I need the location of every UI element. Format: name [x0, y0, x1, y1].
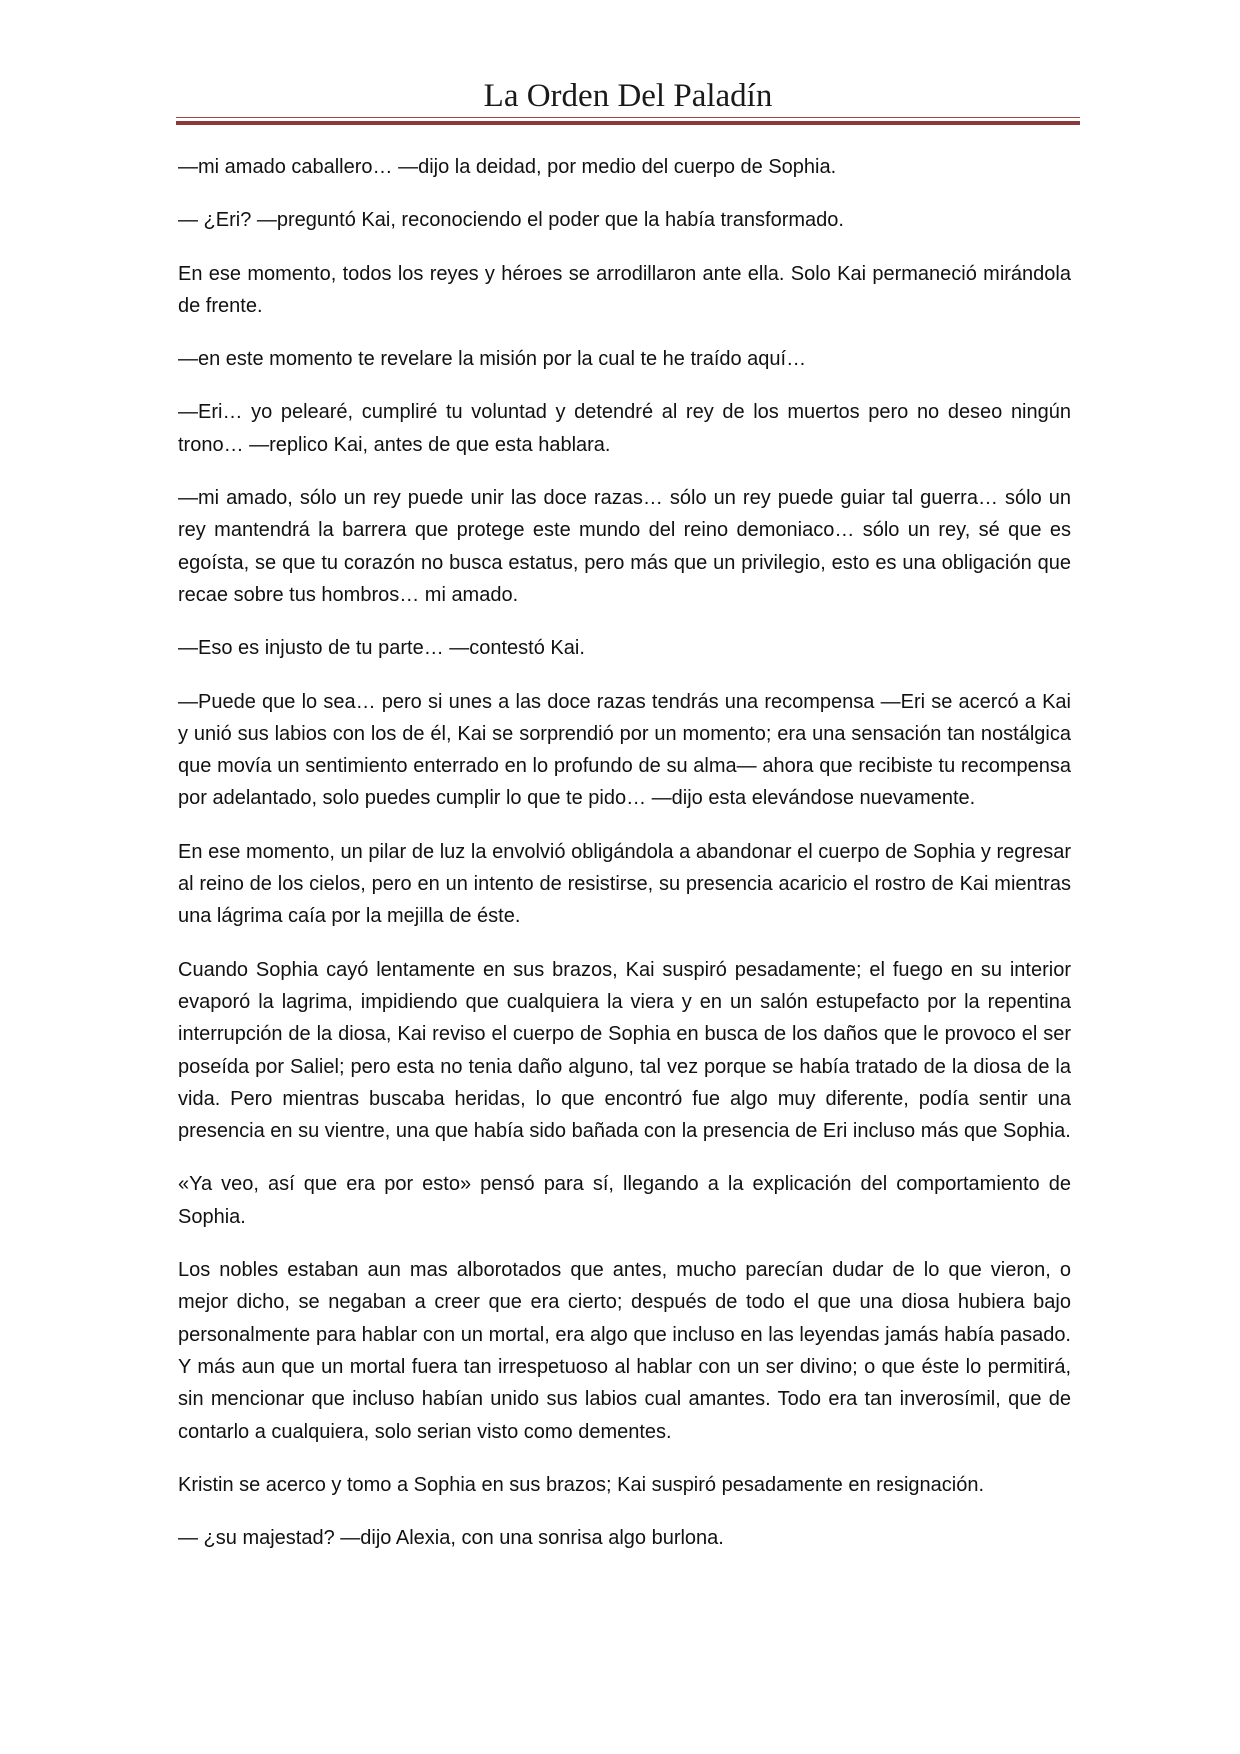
paragraph: —mi amado, sólo un rey puede unir las doce razas… sólo un rey puede guiar tal guerra… sólo un rey mantendrá la barrera que protege este mundo del reino demoniaco… sólo un rey, sé que es egoísta, se que tu corazón no busca estatus, pero más que un privilegio, esto es una obligación que recae sobre tus hombros… mi amado. — [178, 487, 1071, 606]
paragraph: En ese momento, todos los reyes y héroes se arrodillaron ante ella. Solo Kai permaneció mirándola de frente. — [178, 262, 1071, 317]
body-text — [178, 151, 1071, 1575]
paragraph: —en este momento te revelare la misión por la cual te he traído aquí… — [178, 348, 807, 371]
book-title: La Orden Del Paladín — [483, 78, 773, 114]
paragraph: En ese momento, un pilar de luz la envolvió obligándola a abandonar el cuerpo de Sophia y regresar al reino de los cielos, pero en un intento de resistirse, su presencia acaricio el rostro de Kai mientras una lágrima caía por la mejilla de éste. — [178, 840, 1071, 928]
paragraph: «Ya veo, así que era por esto» pensó para sí, llegando a la explicación del comportamiento de Sophia. — [178, 1173, 1071, 1228]
page-header — [176, 70, 1080, 122]
paragraph: Cuando Sophia cayó lentamente en sus brazos, Kai suspiró pesadamente; el fuego en su interior evaporó la lagrima, impidiendo que cualquiera la viera y en un salón estupefacto por la repentina interrupción de la diosa, Kai reviso el cuerpo de Sophia en busca de los daños que le provoco el ser poseída por Saliel; pero esta no tenia daño alguno, tal vez porque se había tratado de la diosa de la vida. Pero mientras buscaba heridas, lo que encontró fue algo muy diferente, podía sentir una presencia en su vientre, una que había sido bañada con la presencia de Eri incluso más que Sophia. — [178, 958, 1071, 1143]
paragraph: — ¿Eri? —preguntó Kai, reconociendo el poder que la había transformado. — [178, 209, 844, 232]
paragraph: —Eso es injusto de tu parte… —contestó Kai. — [178, 637, 585, 660]
paragraph: — ¿su majestad? —dijo Alexia, con una sonrisa algo burlona. — [178, 1527, 724, 1550]
header-rule-thin — [176, 117, 1080, 118]
paragraph: Kristin se acerco y tomo a Sophia en sus brazos; Kai suspiró pesadamente en resignación. — [178, 1473, 984, 1496]
header-rule-thick — [176, 121, 1080, 125]
paragraph: —mi amado caballero… —dijo la deidad, por medio del cuerpo de Sophia. — [178, 156, 837, 178]
paragraph: —Eri… yo pelearé, cumpliré tu voluntad y detendré al rey de los muertos pero no deseo ningún trono… —replico Kai, antes de que esta hablara. — [178, 401, 1071, 456]
paragraph: Los nobles estaban aun mas alborotados que antes, mucho parecían dudar de lo que vieron, o mejor dicho, se negaban a creer que era cierto; después de todo el que una diosa hubiera bajo personalmente para hablar con un mortal, era algo que incluso en las leyendas jamás había pasado. Y más aun que un mortal fuera tan irrespetuoso al hablar con un ser divino; o que éste lo permitirá, sin mencionar que incluso habían unido sus labios cual amantes. Todo era tan inverosímil, que de contarlo a cualquiera, solo serian visto como dementes. — [178, 1259, 1071, 1443]
paragraph: —Puede que lo sea… pero si unes a las doce razas tendrás una recompensa —Eri se acercó a Kai y unió sus labios con los de él, Kai se sorprendió por un momento; era una sensación tan nostálgica que movía un sentimiento enterrado en lo profundo de su alma— ahora que recibiste tu recompensa por adelantado, solo puedes cumplir lo que te pido… —dijo esta elevándose nuevamente. — [178, 690, 1071, 810]
